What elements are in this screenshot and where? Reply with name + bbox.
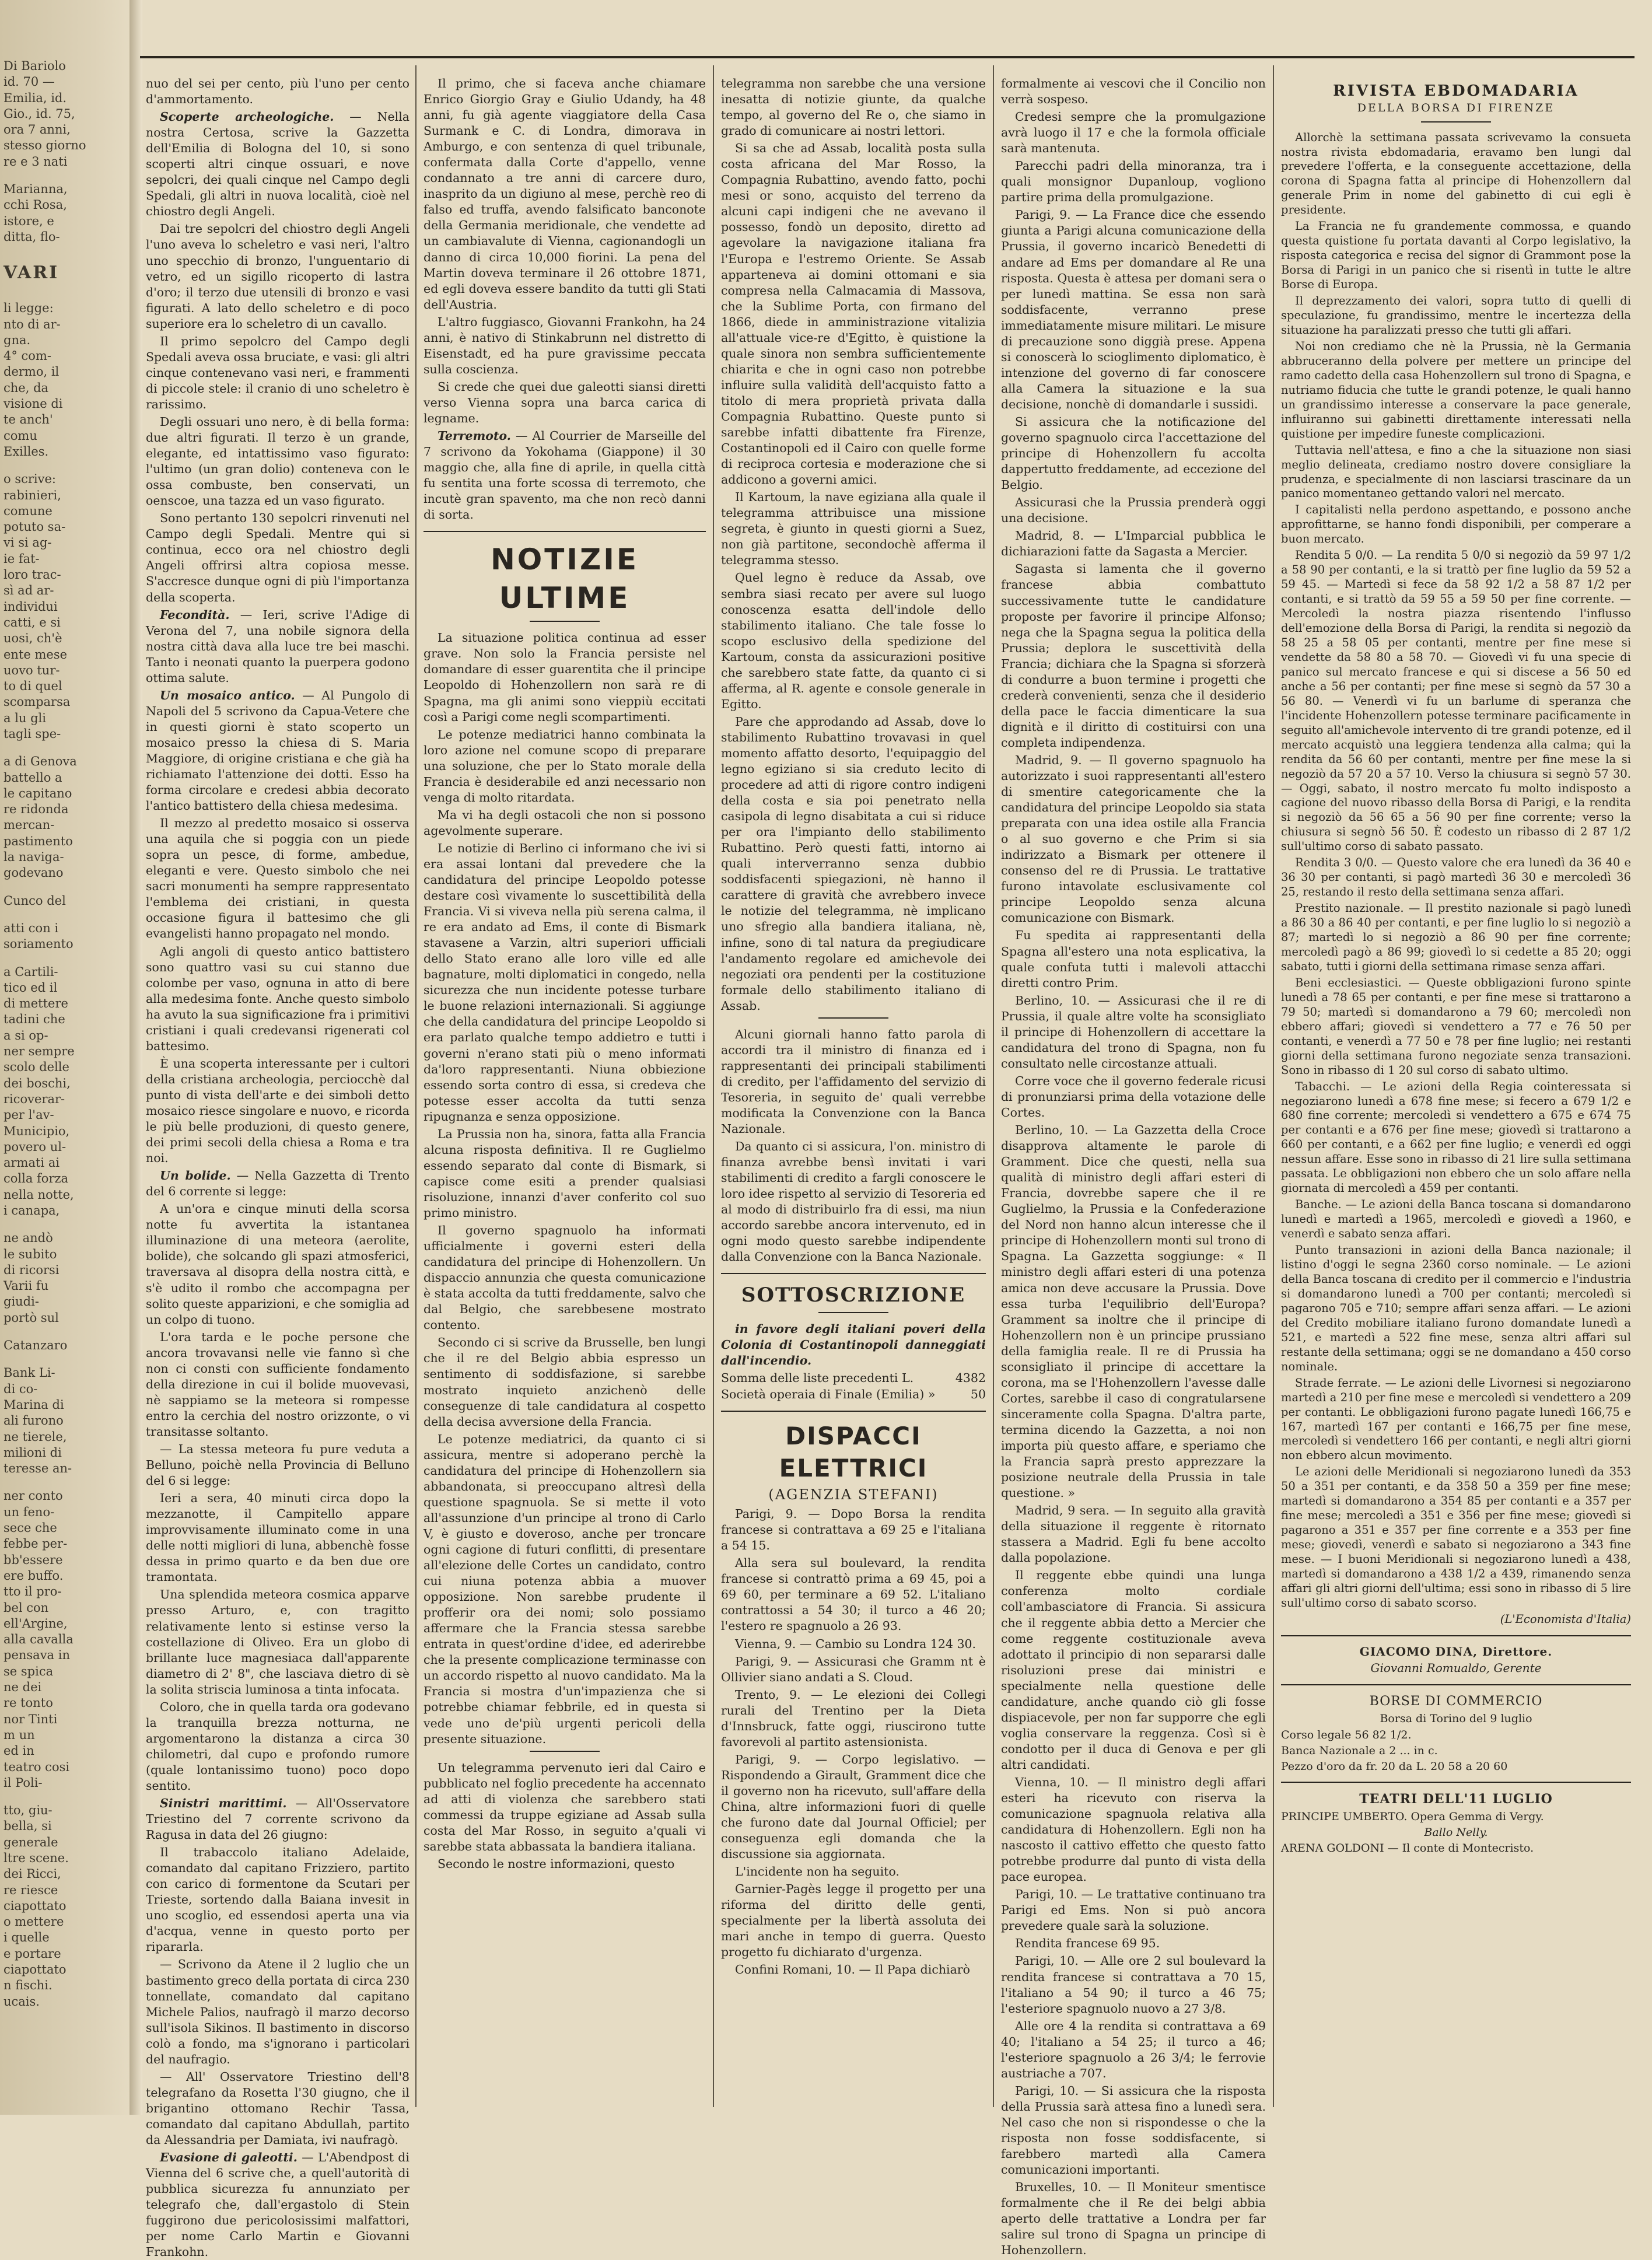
paragraph: telegramma non sarebbe che una versione inesatta di notizie giunte, da qualche tempo, al governo del Re o, che siamo in grado di comunicare ai nostri lettori. [721, 76, 986, 138]
subscription-row: Somma delle liste precedenti L. 4382 [721, 1371, 986, 1386]
stub-line: uosi, ch'è [4, 631, 62, 646]
stub-line: bel con [4, 1600, 49, 1615]
paragraph: Il governo spagnuolo ha informati ufficialmente i governi esteri della candidatura del principe di Hohenzollern. Un dispaccio annunzia che questa comunicazione è stata accolta da tutti freddamente, salvo che dal Belgio, che sarebbesene mostrato contento. [424, 1223, 706, 1332]
paragraph: È una scoperta interessante per i cultori della cristiana archeologia, perciocchè dal punto di vista dell'arte e dei simboli detto mosaico riesce singolare e nuovo, e ricorda le più belle produzioni, di questo genere, dei primi secoli della chiesa a Roma e tra noi. [146, 1056, 410, 1166]
stub-line: vi si ag- [4, 536, 52, 550]
notizie-ultime-heading: NOTIZIE ULTIME [490, 543, 639, 615]
paragraph: Il Kartoum, la nave egiziana alla quale il telegramma attribuisce una missione segreta, è giunto in questi giorni a Suez, non già partitone, secondochè afferma il telegramma stesso. [721, 490, 986, 568]
article-paragraph: Un mosaico antico. — Al Pungolo di Napoli del 5 scrivono da Capua-Vetere che in questi giorni è stato scoperto un mosaico presso la chiesa di S. Maria Maggiore, di origine cristiana e che già ha richiamato l'attenzione dei dotti. Esso ha forma circolare e credesi abbia decorato l'antico battistero della chiesa medesima. [146, 688, 410, 813]
dispatch: Assicurasi che la Prussia prenderà oggi una decisione. [1001, 495, 1266, 526]
stub-line: teatro cosi [4, 1759, 70, 1774]
paragraph: Un telegramma pervenuto ieri dal Cairo e pubblicato nel foglio precedente ha accennato ad atti di violenza che sarebbero stati commessi da truppe egiziane ad Assab sulla costa del Mar Rosso, in seguito a'quali vi sarebbe stata abbassata la bandiera italiana. [424, 1760, 706, 1853]
column-d [1001, 76, 1266, 2258]
dispatch: Fu spedita ai rappresentanti della Spagna all'estero una nota esplicativa, la quale confuta tutti i malevoli attacchi diretti contro Prim. [1001, 928, 1266, 990]
article-paragraph: Fecondità. — Ieri, scrive l'Adige di Verona del 7, una nobile signora della nostra città dava alla luce tre bei maschi. Tanto i neonati quanto la puerpera godono ottima salute. [146, 607, 410, 685]
stub-line: milioni di [4, 1445, 62, 1460]
paragraph: Da quanto ci si assicura, l'on. ministro di finanza avrebbe bensì invitati i vari stabilimenti di credito a fargli conoscere le loro idee rispetto al servizio di Tesoreria ed al modo di distribuirlo fra di essi, ma niun accordo sarebbe ancora intervenuto, ed in ogni modo questo sarebbe indipendente dalla Convenzione con la Banca Nazionale. [721, 1139, 986, 1264]
paragraph: Il deprezzamento dei valori, sopra tutto di quelli di speculazione, fu grandissimo, mentre le incertezza della situazione ha paralizzati presso che tutti gli affari. [1281, 294, 1631, 337]
manager-signature: Giovanni Romualdo, Gerente [1370, 1661, 1542, 1675]
borse-line: Borsa di Torino del 9 luglio [1380, 1712, 1532, 1726]
dispatch: Parigi, 10. — Le trattative continuano tra Parigi ed Ems. Non si può ancora prevedere quale sarà la soluzione. [1001, 1887, 1266, 1933]
stub-line: re e 3 nati [4, 154, 68, 169]
stub-line: visione di [4, 397, 63, 411]
paragraph: Secondo ci si scrive da Brusselle, ben lungi che il re del Belgio abbia espresso un sentimento di soddisfazione, si sarebbe mostrato inquieto anzichenò delle conseguenze di tale candidatura al cospetto della decisa avversione della Francia. [424, 1335, 706, 1429]
column-b [424, 76, 706, 2100]
stub-line: tto il pro- [4, 1584, 62, 1599]
stub-line: 4° com- [4, 349, 51, 363]
dispatch: Parecchi padri della minoranza, tra i quali monsignor Dupanloup, vogliono partire prima della promulgazione. [1001, 159, 1266, 205]
stub-line: nella notte, [4, 1187, 74, 1202]
stub-line: Gio., id. 75, [4, 106, 75, 121]
stub-line: Municipio, [4, 1124, 70, 1138]
paragraph: Il primo sepolcro del Campo degli Spedali aveva ossa bruciate, e vasi: gli altri cinque contenevano vasi neri, e frammenti di piccole stele: il cranio di uno scheletro è rarissimo. [146, 334, 410, 411]
stub-line: catti, e si [4, 615, 61, 629]
paragraph: Alcuni giornali hanno fatto parola di accordi tra il ministro di finanza ed i rappresentanti dei principali stabilimenti di credito, per l'affidamento del servizio di Tesoreria, in seguito de' quali verrebbe modificata la Convenzione con la Banca Nazionale. [721, 1027, 986, 1136]
paragraph: Strade ferrate. — Le azioni delle Livornesi si negoziarono martedì a 210 per fine mese e mercoledì si vendettero a 209 per contanti. Le obbligazioni furono pagate lunedì 166,75 e 167, martedì 167 per contanti e 166,75 per fine mese, mercoledì si vendettero 166 per contanti, e negli altri giorni non ebbero alcun movimento. [1281, 1376, 1631, 1463]
dispatch: Trento, 9. — Le elezioni dei Collegi rurali del Trentino per la Dieta d'Innsbruck, fatte oggi, riuscirono tutte favorevoli al partito astensionista. [721, 1687, 986, 1749]
stub-line [4, 1791, 128, 1803]
stub-line: ere buffo. [4, 1568, 64, 1583]
dispatch: Confini Romani, 10. — Il Papa dichiarò [735, 1962, 970, 1977]
paragraph: Beni ecclesiastici. — Queste obbligazioni furono spinte lunedì a 78 65 per contanti, e per fine mese si trattarono a 79 50; martedì si domandarono a 79 60; mercoledì non ebbero affari; giovedì si vendettero a 77 e 76 50 per contanti, e venerdì a 77 50 e 78 per fine luglio; nei restanti giorni della settimana furono negoziate senza transazioni. Sono in ribasso di 1 20 sul corso di sabato ultimo. [1281, 975, 1631, 1077]
stub-line: ie fat- [4, 551, 40, 566]
stub-line: nor Tinti [4, 1712, 58, 1726]
stub-line: scolo delle [4, 1060, 69, 1075]
subscription-description: in favore degli italiani poveri della Colonia di Costantinopoli danneggiati dall'incendio. [721, 1322, 986, 1368]
previous-page-stub [4, 58, 128, 2010]
stub-line: tadini che [4, 1012, 65, 1027]
stub-line: o mettere [4, 1915, 64, 1929]
dispatch: Rendita francese 69 95. [1015, 1936, 1160, 1951]
agency-subheading: (AGENZIA STEFANI) [768, 1486, 939, 1503]
dispatch: Parigi, 10. — Si assicura che la risposta della Prussia sarà attesa fino a lunedì sera. Nel caso che non si rispondesse o che la risposta non fosse soddisfacente, si farebbero martedì alla Camera comunicazioni importanti. [1001, 2083, 1266, 2177]
dispatch: Bruxelles, 10. — Il Moniteur smentisce formalmente che il Re dei belgi abbia aperto delle trattative a Londra per far salire sul trono di Spagna un principe di Hohenzollern. [1001, 2180, 1266, 2258]
heading-underline [1421, 121, 1491, 123]
stub-line: di co- [4, 1381, 38, 1396]
stub-line [4, 1353, 128, 1365]
header-rule [140, 56, 1634, 58]
stub-line: id. 70 — [4, 75, 55, 89]
section-divider [721, 1411, 986, 1412]
paragraph: Una splendida meteora cosmica apparve presso Arturo, e, con tragitto relativamente lento si estinse verso la costellazione di Oliveo. Era un globo di brillante luce magnesiaca dall'apparente diametro di 2' 8", che lasciava dietro di sè la solita striscia luminosa a tinta infocata. [146, 1587, 410, 1696]
paragraph: Tuttavia nell'attesa, e fino a che la situazione non siasi meglio delineata, crediamo nostro dovere consigliare la prudenza, e specialmente di non lasciarsi trascinare da un panico momentaneo gettando valori nel mercato. [1281, 443, 1631, 501]
stub-line: generale [4, 1835, 58, 1849]
stub-line: portò sul [4, 1310, 59, 1325]
dispatch: Il reggente ebbe quindi una lunga conferenza molto cordiale coll'ambasciatore di Francia. Si assicura che il reggente abbia detto a Mercier che come reggente costituzionale aveva adottato il principio di non separarsi dalle risoluzioni prese dai ministri e specialmente nella questione delle candidature, anche quando ciò gli fosse dispiacevole, per non far supporre che egli voglia conservare la reggenza. Così si è condotto per il duca di Genova e per gli altri candidati. [1001, 1568, 1266, 1772]
stub-line: ora 7 anni, [4, 123, 71, 137]
stub-line: rabinieri, [4, 488, 61, 502]
stub-line: re riesce [4, 1883, 58, 1897]
stub-line: di mettere [4, 996, 68, 1011]
article-paragraph: Un bolide. — Nella Gazzetta di Trento del 6 corrente si legge: [146, 1169, 410, 1199]
dispatch: Berlino, 10. — La Gazzetta della Croce disapprova altamente le parole di Gramment. Dice che questi, nella sua qualità di ministro degli affari esteri di Francia, dovrebbe sapere che il re Guglielmo, la Prussia e la Confederazione del Nord non hanno alcun interesse che il principe di Hohenzollern monti sul trono di Spagna. La Gazzetta soggiunge: « Il ministro degli affari esteri di una potenza amica non deve accusare la Prussia. Dove essa turba l'equilibrio dell'Europa? Gramment sa inoltre che il principe di Hohenzollern non è un principe prussiano della famiglia reale. Il re di Prussia ha sconsigliato il principe di accettare la corona, ma se l'Hohenzollern l'avesse dalle Cortes, sarebbe il caso di congratularsene sinceramente colla Spagna. D'altra parte, termina dicendo la Gazzetta, a noi non importa più questo affare, e speriamo che la Francia saprà presto apprezzare la posizione neutrale della Prussia in tale questione. » [1001, 1123, 1266, 1500]
paragraph: Le potenze mediatrici hanno combinata la loro azione nel comune scopo di preparare una soluzione, che per lo Stato morale della Francia è desiderabile ed anzi necessario non venga di molto ritardata. [424, 727, 706, 804]
stub-line: Emilia, id. [4, 90, 67, 105]
stub-line: colla forza [4, 1171, 69, 1186]
dispatch: Parigi, 9. — Dopo Borsa la rendita francese si contrattava a 69 25 e l'italiana a 54 15. [721, 1507, 986, 1553]
section-title: Terremoto. [438, 429, 511, 443]
stub-line: un feno- [4, 1505, 55, 1519]
stub-line: godevano [4, 866, 64, 880]
stub-line: ditta, flo- [4, 229, 60, 244]
dispatch: Parigi, 9. — Assicurasi che Gramm nt è Ollivier siano andati a S. Cloud. [721, 1654, 986, 1684]
stub-line: ltre scene. [4, 1850, 69, 1865]
paragraph: La Francia ne fu grandemente commossa, e quando questa quistione fu portata davanti al Corpo legislativo, la risposta categorica e recisa del signor di Grammont pose la Borsa di Parigi in un panico che si risentì in tutte le altre Borse di Europa. [1281, 219, 1631, 292]
stub-line [4, 170, 128, 181]
paragraph: Noi non crediamo che nè la Prussia, nè la Germania abbruceranno della polvere per mettere un principe del ramo cadetto della casa Hohenzollern sul trono di Spagna, e nutriamo fiducia che tutte le grandi potenze, le quali hanno un grandissimo interesse a conservare la pace generale, influiranno sui gabinetti direttamente interessati nella quistione per impedire funeste complicazioni. [1281, 339, 1631, 440]
stub-line: o scrive: [4, 472, 56, 487]
stub-line: teresse an- [4, 1461, 72, 1476]
column-e [1281, 76, 1631, 2100]
dispatch: Madrid, 8. — L'Imparcial pubblica le dichiarazioni fatte da Sagasta a Mercier. [1001, 529, 1266, 559]
stub-line: a di Genova [4, 754, 77, 769]
stub-line: le capitano [4, 786, 72, 800]
borse-line: Corso legale 56 82 1/2. [1281, 1728, 1412, 1741]
stub-line: alla cavalla [4, 1632, 74, 1647]
stub-line: ciapottato [4, 1962, 66, 1977]
stub-line: bb'essere [4, 1552, 63, 1567]
stub-line: la naviga- [4, 850, 64, 865]
stub-line: sì ad ar- [4, 583, 54, 598]
dispatch: Madrid, 9 sera. — In seguito alla gravità della situazione il reggente è ritornato stassera a Madrid. Egli fu bene accolto dalla popolazione. [1001, 1503, 1266, 1565]
heading-underline [818, 1312, 888, 1313]
borse-line: Banca Nazionale a 2 ... in c. [1281, 1744, 1438, 1757]
dispacci-heading: DISPACCI ELETTRICI [779, 1421, 928, 1483]
stub-line: re ridonda [4, 802, 69, 817]
stub-line: armati ai [4, 1156, 60, 1170]
dispatch: Sagasta si lamenta che il governo francese abbia combattuto successivamente tutte le candidature proposte per favorire il principe Alfonso; nega che la Spagna segua la politica della Prussia; deplora le suscettività della Francia; dichiara che la Spagna si sforzerà di condurre a buon termine i progetti che crederà convenienti, senza che il desiderio della pace le faccia dimenticare la sua dignità e il diritto di costituirsi con una completa indipendenza. [1001, 562, 1266, 750]
paragraph: Banche. — Le azioni della Banca toscana si domandarono lunedì e martedì a 1965, mercoledì e giovedì a 1960, e venerdì e sabato senza affari. [1281, 1198, 1631, 1241]
paragraph: Il primo, che si faceva anche chiamare Enrico Giorgio Gray e Giulio Udandy, ha 48 anni, fu già agente viaggiatore della Casa Surmank e C. di Londra, dimorava in Amburgo, e con sentenza di quel tribunale, confermata dalla Corte d'appello, venne condannato a tre anni di carcere duro, inasprito da un digiuno al mese, perchè reo di falso ed truffa, avendo falsificato banconote della Germania meridionale, che vendette ad un cambiavalute di Vienna, cagionandogli un danno di circa 10,000 fiorini. La pena del Martin doveva terminare il 26 ottobre 1871, ed egli doveva essere bandito da tutti gli Stati dell'Austria. [424, 76, 706, 312]
column-a [146, 76, 410, 2259]
dispatch: Corre voce che il governo federale ricusi di pronunziarsi prima della votazione delle Cortes. [1001, 1073, 1266, 1119]
section-title: Un bolide. [160, 1169, 231, 1183]
paragraph: — La stessa meteora fu pure veduta a Belluno, poichè nella Provincia di Belluno del 6 si legge: [146, 1442, 410, 1488]
stub-line: Marina di [4, 1397, 64, 1412]
dispatch: Garnier-Pagès legge il progetto per una riforma del diritto delle genti, specialmente per la libertà assoluta dei mari anche in tempo di guerra. Questo progetto fu dichiarato d'urgenza. [721, 1882, 986, 1960]
stub-line: e portare [4, 1946, 61, 1961]
dispatch: Vienna, 9. — Cambio su Londra 124 30. [735, 1636, 977, 1651]
paragraph: Pare che approdando ad Assab, dove lo stabilimento Rubattino trovavasi in quel momento affatto desorto, l'equipaggio del legno egiziano si sia creduto lecito di procedere ad atti di rigore contro indigeni della costa e sia poi penetrato nella casipola di legno disabitata a cui si riduce per ora l'impianto dello stabilimento Rubattino. Però questi fatti, intorno ai quali interverranno senza dubbio soddisfacenti spiegazioni, nè hanno il carattere di gravità che avrebbero invece le notizie del telegramma, nè implicano uno sfregio alla bandiera italiana, nè, infine, sono di tal natura da pregiudicare l'andamento regolare ed amichevole dei negoziati ora pendenti per la costituzione formale dello stabilimento italiano di Assab. [721, 714, 986, 1013]
stub-line: ed in [4, 1744, 34, 1758]
paragraph: L'altro fuggiasco, Giovanni Frankohn, ha 24 anni, è nativo di Stinkabrunn nel distretto di Eisenstadt, ed ha pure gravissime peccata sulla coscienza. [424, 314, 706, 376]
paragraph: L'ora tarda e le poche persone che ancora trovavansi nelle vie fanno sì che non ci consti con sufficiente fondamento della direzione in cui il bolide muovevasi, nè sappiamo se la meteora si rompesse entro la cerchia del nostro orizzonte, o vi transitasse soltanto. [146, 1330, 410, 1439]
teatri-heading: TEATRI DELL'11 LUGLIO [1359, 1792, 1553, 1807]
stub-line: ricoverar- [4, 1091, 65, 1106]
stub-line [4, 460, 128, 471]
stub-line: uovo tur- [4, 663, 60, 677]
article-paragraph: Sinistri marittimi. — All'Osservatore Triestino del 7 corrente scrivono da Ragusa in data del 26 giugno: [146, 1796, 410, 1842]
stub-line: bella, si [4, 1819, 52, 1834]
paragraph: Le notizie di Berlino ci informano che ivi si era assai lontani dal prevedere che la candidatura del principe Leopoldo potesse destare così vivamente lo suscettibilità della Francia. Vi si viveva nella più serena calma, il re era andato ad Ems, il conte di Bismark stavasene a Varzin, altri superiori ufficiali dello Stato erano alle loro ville ed alle bagnature, molti diplomatici in congedo, nella sicurezza che nun incidente potesse turbare le buone relazioni internazionali. Si aggiunge che della candidatura del principe Leopoldo si era parlato qualche tempo addietro e tutti i governi n'erano stati più o meno informati da'loro rappresentanti. Niuna obbiezione essendo sorta contro di essa, si credeva che potesse esser accolta da tutti senza ripugnanza e senza opposizione. [424, 841, 706, 1124]
paragraph: Il trabaccolo italiano Adelaide, comandato dal capitano Frizziero, partito con carico di formentone da Scutari per Trieste, sortendo dalla Baiana invesit in uno scoglio, ed essendosi aperta una via d'acqua, venne in questo porto per ripararla. [146, 1845, 410, 1954]
stub-line: ner conto [4, 1489, 63, 1503]
director-signature: GIACOMO DINA, Direttore. [1359, 1644, 1553, 1659]
stub-line: comu [4, 428, 37, 443]
source-credit: (L'Economista d'Italia) [1500, 1612, 1631, 1626]
stub-line: Cunco del [4, 893, 66, 908]
stub-line: Varii fu [4, 1279, 49, 1293]
stub-line: di ricorsi [4, 1262, 60, 1277]
stub-line: Di Bariolo [4, 59, 66, 73]
stub-line: giudi- [4, 1295, 39, 1309]
stub-line [4, 1326, 128, 1338]
stub-line [4, 1477, 128, 1488]
column-rule [993, 65, 994, 2107]
paragraph: Punto transazioni in azioni della Banca nazionale; il listino d'oggi le segna 2360 corso nominale. — Le azioni della Banca toscana di credito per il commercio e l'industria si domandarono lunedì a 700 per contanti; mercoledì si pagarono 705 e 710; sempre affari senza affari. — Le azioni del Credito mobiliare italiano furono domandate lunedì a 521, e martedì a 522 fine mese, senza altri affari sul restante della settimana; oggi se ne domandano a 450 corso nominale. [1281, 1243, 1631, 1373]
theatre-listing: PRINCIPE UMBERTO. Opera Gemma di Vergy. [1281, 1810, 1544, 1823]
stub-line: tico ed il [4, 980, 58, 995]
subscription-row: Società operaia di Finale (Emilia) » 50 [721, 1387, 986, 1401]
dispatch: Parigi, 9. — Corpo legislativo. — Rispondendo a Girault, Gramment dice che il governo non ha ricevuto, sull'affare della China, altre informazioni fuori di quelle che furono date dal Journal Officiel; per conseguenza egli domanda che la discussione sia aggiornata. [721, 1752, 986, 1862]
stub-line: a lu gli [4, 711, 46, 725]
stub-line: che, da [4, 380, 49, 395]
stub-line [4, 909, 128, 921]
heading-underline [530, 621, 600, 622]
stub-line: dei boschi, [4, 1076, 71, 1090]
column-rule [415, 65, 416, 2107]
section-divider [721, 1273, 986, 1274]
stub-line: tto, giu- [4, 1803, 52, 1818]
paragraph: La Prussia non ha, sinora, fatta alla Francia alcuna risposta definitiva. Il re Guglielmo essendo separato dal conte di Bismark, si capisce come esiti a prender qualsiasi risoluzione, innanzi d'aver conferito col suo primo ministro. [424, 1126, 706, 1220]
stub-line: a si op- [4, 1028, 48, 1042]
stub-line: individui [4, 599, 58, 614]
stub-line: scomparsa [4, 695, 71, 709]
stub-line [4, 289, 128, 300]
dispatch: Vienna, 10. — Il ministro degli affari esteri ha ricevuto con riserva la comunicazione spagnuola relativa alla candidatura di Hohenzollern. Egli non ha nascosto il cattivo effetto che questo fatto potrebbe produrre dal punto di vista della pace europea. [1001, 1775, 1266, 1884]
stub-line: n fischi. [4, 1978, 52, 1993]
stub-line: m un [4, 1727, 35, 1742]
stub-line [4, 742, 128, 754]
stub-line: comune [4, 503, 52, 518]
stub-line: potuto sa- [4, 520, 66, 534]
stub-line: ne tierele, [4, 1429, 67, 1444]
article-paragraph: Terremoto. — Al Courrier de Marseille del 7 scrivono da Yokohama (Giappone) il 30 maggio che, alla fine di aprile, in quella città fu sentita una forte scossa di terremoto, che incutè gran spavento, ma che non recò danni di sorta. [424, 429, 706, 522]
paragraph: Prestito nazionale. — Il prestito nazionale si pagò lunedì a 86 30 a 86 40 per contanti, e per fine luglio lo si negoziò a 87; martedì lo si negoziò a 86 90 per fine corrente; mercoledì pagò a 86 99; giovedì lo si cedette a 85 20; oggi sabato, tutti i giorni della settimana rimase senza affari. [1281, 901, 1631, 973]
dispatch: formalmente ai vescovi che il Concilio non verrà sospeso. [1001, 76, 1266, 107]
stub-line: ente mese [4, 647, 68, 662]
paragraph: — Scrivono da Atene il 2 luglio che un bastimento greco della portata di circa 230 tonnellate, comandato dal capitano Michele Palios, naufragò il marzo decorso sull'isola Sikinos. Il bastimento in discorso colò a fondo, ma s'ignorano i particolari del naufragio. [146, 1957, 410, 2066]
stub-line: per l'av- [4, 1108, 54, 1122]
stub-line: tagli spe- [4, 726, 61, 741]
rivista-subheading: DELLA BORSA DI FIRENZE [1357, 102, 1555, 115]
section-title: Sinistri marittimi. [160, 1796, 287, 1811]
paragraph: Le potenze mediatrici, da quanto ci si assicura, mentre si adoperano perchè la candidatura del principe di Hohenzollern sia abbandonata, si preoccupano altresì della questione spagnuola. Se si mette il voto all'assunzione d'un principe al trono di Carlo V, è giusto e doveroso, anche per troncare ogni cagione di futuri conflitti, di presentare all'elezione delle Cortes un candidato, contro cui niuna potenza abbia a muover opposizione. Non sarebbe prudente il profferir ora dei nomi; solo possiamo affermare che la Francia stessa sarebbe entrata in quest'ordine d'idee, ed aderirebbe che la presente complicazione terminasse con un accordo rispetto al nuovo candidato. Ma la Francia si mostra d'un'impazienza che si potrebbe chiamar febbrile, ed in questa si vede uno de'più urgenti pericoli della presente situazione. [424, 1432, 706, 1746]
paragraph: Quel legno è reduce da Assab, ove sembra siasi recato per avere sul luogo conoscenza esatta dell'indole dello stabilimento italiano. Che tale fosse lo scopo esclusivo della spedizione del Kartoum, consta da assicurazioni positive che sarebbero state fatte, da quanto ci si afferma, al R. agente e console generale in Egitto. [721, 571, 986, 711]
paragraph: A un'ora e cinque minuti della scorsa notte fu avvertita la istantanea illuminazione di una meteora (aerolite, bolide), che solcando gli spazi atmosferici, traversava al disopra della nostra città, e s'è udito il rombo che accompagna per solito queste apparizioni, e che somiglia ad un colpo di tuono. [146, 1202, 410, 1327]
stub-line: ne dei [4, 1680, 42, 1695]
stub-line: a Cartili- [4, 964, 58, 979]
stub-line: Bank Li- [4, 1366, 55, 1380]
stub-line: stesso giorno [4, 138, 86, 153]
section-title: Un mosaico antico. [160, 688, 295, 702]
stub-line: se spica [4, 1664, 54, 1678]
stub-line [4, 245, 128, 257]
paragraph: Si crede che quei due galeotti siansi diretti verso Vienna sopra una barca carica di legname. [424, 379, 706, 425]
stub-line: li legge: [4, 301, 54, 316]
stub-line: ell'Argine, [4, 1616, 68, 1631]
stub-line: povero ul- [4, 1139, 66, 1154]
paragraph: La situazione politica continua ad esser grave. Non solo la Francia persiste nel domandare di esser guarentita che il principe Leopoldo di Hohenzollern non sarà re di Spagna, ma gli animi sono vieppiù eccitati così a Parigi come negli scompartimenti. [424, 631, 706, 724]
paragraph: Le azioni delle Meridionali si negoziarono lunedì da 353 50 a 351 per contanti, e da 358 50 a 359 per fine mese; martedì si domandarono a 354 85 per contanti e a 357 per fine mese; mercoledì a 351 e 356 per fine mese; giovedì si pagarono a 351 e 357 per fine corrente e a 353 per fine mese; giovedì, venerdì e sabato si negoziarono a 343 fine mese. — I buoni Meridionali si negoziarono lunedì a 438, martedì si domandarono a 438 1/2 a 439, rimanendo senza affari gli altri giorni dell'ultima; essi sono in ribasso di 5 lire sull'ultimo corso di sabato scorso. [1281, 1465, 1631, 1610]
paragraph: I capitalisti nella perdono aspettando, e possono anche approfittarne, se hanno fondi disponibili, per comperare a buon mercato. [1281, 503, 1631, 546]
stub-line: nto di ar- [4, 317, 61, 331]
stub-line: ali furono [4, 1414, 64, 1428]
stub-line: cchi Rosa, [4, 198, 67, 212]
theatre-listing: ARENA GOLDONI — Il conte di Montecristo. [1281, 1842, 1534, 1855]
dispatch: Berlino, 10. — Assicurasi che il re di Prussia, il quale altre volte ha sconsigliato il principe di Hohenzollern di accettare la candidatura del trono di Spagna, non fu consultato nelle circostanze attuali. [1001, 993, 1266, 1070]
stub-line: to di quel [4, 679, 62, 694]
stub-line: loro trac- [4, 568, 61, 582]
stub-line: re tonto [4, 1696, 53, 1710]
section-title: Scoperte archeologiche. [160, 110, 334, 124]
stub-line: ucais. [4, 1994, 40, 2009]
paragraph: Dai tre sepolcri del chiostro degli Angeli l'uno aveva lo scheletro e vasi neri, l'altro uno specchio di bronzo, l'unguentario di vetro, ed un sigillo ricoperto di lastra d'oro; il terzo due utensili di bronzo e vasi figurati. A lato dello scheletro e di poco superiore era lo scheletro di un cavallo. [146, 222, 410, 331]
stub-line [4, 881, 128, 893]
stub-line: i quelle [4, 1930, 50, 1945]
dispatch: Si assicura che la notificazione del governo spagnuolo circa l'accettazione del principe di Hohenzollern fu accolta dappertutto freddamente, ad eccezione del Belgio. [1001, 414, 1266, 492]
dispatch: Credesi sempre che la promulgazione avrà luogo il 17 e che la formola officiale sarà mantenuta. [1001, 110, 1266, 156]
column-rule [713, 65, 714, 2107]
column-rule [1273, 65, 1274, 2107]
article-paragraph: Scoperte archeologiche. — Nella nostra Certosa, scrive la Gazzetta dell'Emilia di Bologna del 10, si sono scoperti altri cinque ossuari, e nove sepolcri, dei quali cinque nel Campo degli Spedali, gli altri in nuova località, cioè nel chiostro degli Angeli. [146, 110, 410, 219]
paragraph: Allorchè la settimana passata scrivevamo la consueta nostra rivista ebdomadaria, eravamo ben lungi dal prevedere l'offerta, e la conseguente accettazione, della corona di Spagna fatta al principe di Hohenzollern dal generale Prim in nome del gabinetto di cui egli è presidente. [1281, 130, 1631, 217]
borse-line: Pezzo d'oro da fr. 20 da L. 20 58 a 20 60 [1281, 1760, 1508, 1773]
paragraph: Si sa che ad Assab, località posta sulla costa africana del Mar Rosso, la Compagnia Rubattino, avendo fatto, pochi mesi or sono, acquisto del terreno da alcuni capi indigeni che ne avevano il possesso, fondò un deposito, diretto ad agevolare la navigazione italiana fra l'Europa e l'estremo Oriente. Se Assab apparteneva ai domini ottomani e sia compresa nella Calmacamia di Massova, che la Sublime Porta, con firmano del 1866, diede in amministrazione vitalizia all'attuale vice-re d'Egitto, è quistione la quale sinora non sembra sufficientemente chiarita e che in ogni caso non potrebbe influire sulla validità dell'acquisto fatto a titolo di mera proprietà privata dalla Compagnia Rubattino. Queste punto si sarebbe infatti dibattente fra Firenze, Costantinopoli ed il Cairo con quelle forme di reciproca cortesia e moderazione che si addicono a governi amici. [721, 141, 986, 487]
stub-line: ner sempre [4, 1044, 75, 1059]
stub-line: dermo, il [4, 365, 60, 379]
stub-line: ciapottato [4, 1898, 66, 1913]
stub-line [4, 1219, 128, 1230]
stub-line: istore, e [4, 214, 54, 228]
paragraph: Agli angoli di questo antico battistero sono quattro vasi su cui stanno due colombe per vaso, ognuna in atto di bere alla medesima fonte. Anche questo simbolo ha avuto la sua significazione fra i primitivi cristiani i quali credevansi rigenerati col battesimo. [146, 944, 410, 1053]
stub-line: Catanzaro [4, 1338, 68, 1353]
paragraph: Ieri a sera, 40 minuti circa dopo la mezzanotte, il Campitello appare improvvisamente illuminato come in una delle notti migliori di luna, abbenchè fosse dessa in primo quarto e da ben due ore tramontata. [146, 1491, 410, 1584]
section-divider [1281, 1684, 1631, 1685]
stub-line: i canapa, [4, 1204, 60, 1218]
paragraph: Rendita 3 0/0. — Questo valore che era lunedì da 36 40 e 36 30 per contanti, si pagò martedì 36 30 e mercoledì 36 25, restando il resto della settimana senza affari. [1281, 856, 1631, 899]
borse-heading: BORSE DI COMMERCIO [1369, 1694, 1543, 1709]
stub-line: sece che [4, 1521, 57, 1535]
dispatch: Parigi, 9. — La France dice che essendo giunta a Parigi alcuna comunicazione della Prussia, il governo incaricò Benedetti di andare ad Ems per domandare al Re una risposta. Questa è attesa per domani sera o per lunedì mattina. Se essa non sarà soddisfacente, verranno prese immediatamente misure militari. Le misure di precauzione sono diggià prese. Appena si conoscerà lo scioglimento diplomatico, è intenzione del governo di far conoscere alla Camera la situazione e la sua decisione, nonchè di domandarle i sussidi. [1001, 208, 1266, 411]
rivista-heading: RIVISTA EBDOMADARIA [1333, 82, 1579, 100]
paragraph: Tabacchi. — Le azioni della Regia cointeressata si negoziarono lunedì a 678 fine mese; si fecero a 679 1/2 e 680 fine corrente; mercoledì si vendettero a 675 e 674 75 per contanti e a 676 per fine mese; giovedì si trattarono a 660 per contanti, e a 662 per fine luglio; e venerdì ed oggi nessun affare. Esse sono in ribasso di 21 lire sulla settimana passata. Le obbligazioni non ebbero che un solo affare nella giornata di mercoledì a 459 per contanti. [1281, 1079, 1631, 1195]
paragraph: — All' Osservatore Triestino dell'8 telegrafano da Rosetta l'30 giugno, che il brigantino ottomano Rechir Tassa, comandato dal capitano Abdullah, partito da Alessandria per Damiata, ivi naufragò. [146, 2069, 410, 2147]
article-paragraph: Evasione di galeotti. — L'Abendpost di Vienna del 6 scrive che, a quell'autorità di pubblica sicurezza fu annunziato per telegrafo che, dall'ergastolo di Stein fuggirono due pericolosissimi malfattori, per nome Carlo Martin e Giovanni Frankohn. [146, 2150, 410, 2259]
paragraph: Rendita 5 0/0. — La rendita 5 0/0 si negoziò da 59 97 1/2 a 58 90 per contanti, e la si trattò per fine luglio da 59 52 a 59 45. — Martedì si fece da 58 92 1/2 a 58 87 1/2 per contanti, e si trattò da 59 55 a 59 50 per fine corrente. — Mercoledì la nostra piazza risentendo l'influsso dell'emozione della Borsa di Parigi, la rendita si negoziò da 58 25 a 58 05 per contanti, mentre per fine mese si vendette da 58 80 a 58 70. — Giovedì vi fu una specie di panico sul mercato francese e qui si discese a 56 50 ed anche a 56 per contanti; per fine mese si segnò da 57 30 a 56 80. — Venerdì vi fu un barlume di speranza che l'incidente Hohenzollern potesse terminare pacificamente in seguito all'amichevole intervento di tre grandi potenze, ed il mercato acquistò una leggiera tendenza alla calma; qui la rendita da 56 60 per contanti, mentre per fine mese la si negoziò da 57 20 a 57 10. Verso la chiusura si segnò 57 30. — Oggi, sabato, il nostro mercato fu molto indisposto a cagione del nuovo ribasso della Borsa di Parigi, e la rendita si negoziò da 56 65 a 56 90 per fine corrente; verso la chiusura si segnò 56 50. È codesto un ribasso di 2 87 1/2 sull'ultimo corso di sabato passato. [1281, 548, 1631, 853]
theatre-listing: Ballo Nelly. [1424, 1825, 1488, 1839]
stub-line: pensava in [4, 1648, 70, 1663]
section-divider [1281, 1635, 1631, 1636]
section-title: Fecondità. [160, 607, 230, 622]
paragraph: Il mezzo al predetto mosaico si osserva una aquila che si poggia con un piede sopra un pesce, di forme, ambedue, eleganti e vere. Questo simbolo che nei sacri monumenti ha sempre rappresentato l'emblema dei cristiani, in questa occasione figura il battesimo che gli evangelisti hanno propagato nel mondo. [146, 816, 410, 941]
section-divider [424, 531, 706, 532]
dispatch: Alla sera sul boulevard, la rendita francese si contrattò prima a 69 45, poi a 69 60, per terminare a 69 52. L'italiano contrattossi a 54 30; il turco a 46 20; l'estero re spagnuolo a 26 93. [721, 1556, 986, 1633]
paragraph: Ma vi ha degli ostacoli che non si possono agevolmente superare. [424, 807, 706, 838]
stub-line: mercan- [4, 818, 55, 832]
stub-line: VARI [4, 263, 60, 284]
divider [530, 1751, 600, 1752]
dispatch: Alle ore 4 la rendita si contrattava a 69 40; l'italiano a 54 25; il turco a 46; l'esteriore spagnuolo a 26 3/4; le ferrovie austriache a 707. [1001, 2018, 1266, 2080]
stub-line: dei Ricci, [4, 1867, 61, 1881]
page-fold [130, 0, 142, 2115]
stub-line: atti con i [4, 921, 59, 935]
paragraph: Coloro, che in quella tarda ora godevano la tranquilla brezza notturna, ne argomentarono la distanza a circa 30 chilometri, dal cupo e profondo rumore (quale lontanissimo tuono) poco dopo sentito. [146, 1699, 410, 1793]
stub-line: gna. [4, 333, 31, 347]
divider [818, 1017, 888, 1019]
stub-line: soriamento [4, 937, 74, 951]
stub-line: battello a [4, 770, 62, 785]
dispatch: L'incidente non ha seguito. [735, 1864, 900, 1879]
stub-line [4, 953, 128, 964]
column-c [721, 76, 986, 2100]
paragraph: nuo del sei per cento, più l'uno per cento d'ammortamento. [146, 76, 410, 107]
stub-line: le subito [4, 1247, 57, 1261]
sottoscrizione-heading: SOTTOSCRIZIONE [741, 1283, 966, 1307]
stub-line: Marianna, [4, 182, 68, 197]
stub-line: te anch' [4, 412, 53, 427]
stub-line: ne andò [4, 1231, 53, 1246]
stub-line: febbe per- [4, 1537, 68, 1551]
paragraph: Sono pertanto 130 sepolcri rinvenuti nel Campo degli Spedali. Mentre qui si continua, ecco ora nel chiostro degli Angeli offrirsi altra copiosa messe. S'accresce dunque ogni di più l'importanza della scoperta. [146, 511, 410, 604]
stub-line: il Poli- [4, 1775, 43, 1790]
paragraph: Secondo le nostre informazioni, questo [438, 1856, 675, 1871]
stub-line: Exilles. [4, 444, 49, 459]
dispatch: Parigi, 10. — Alle ore 2 sul boulevard la rendita francese si contrattava a 70 15, l'italiano a 54 90; il turco a 46 75; l'esteriore spagnuolo nuovo a 27 3/8. [1001, 1954, 1266, 2016]
paragraph: Degli ossuari uno nero, è di bella forma: due altri figurati. Il terzo è un grande, elegante, ed intattissimo vaso figurato: l'ultimo (un gran dolio) conteneva con le ossa combuste, ben conservati, un oenscoe, una tazza ed un vaso figurato. [146, 414, 410, 508]
dispatch: Madrid, 9. — Il governo spagnuolo ha autorizzato i suoi rappresentanti all'estero di smentire categoricamente che la candidatura del principe Leopoldo sia stata preparata con una idea ostile alla Francia o al suo governo e che Prim si sia indirizzato a Bismark per ottenere il consenso del re di Prussia. Le trattative furono intavolate esclusivamente col principe Leopoldo senza alcuna comunicazione con Bismark. [1001, 753, 1266, 925]
section-title: Evasione di galeotti. [160, 2150, 298, 2165]
stub-line: pastimento [4, 834, 73, 848]
section-divider [1281, 1782, 1631, 1783]
